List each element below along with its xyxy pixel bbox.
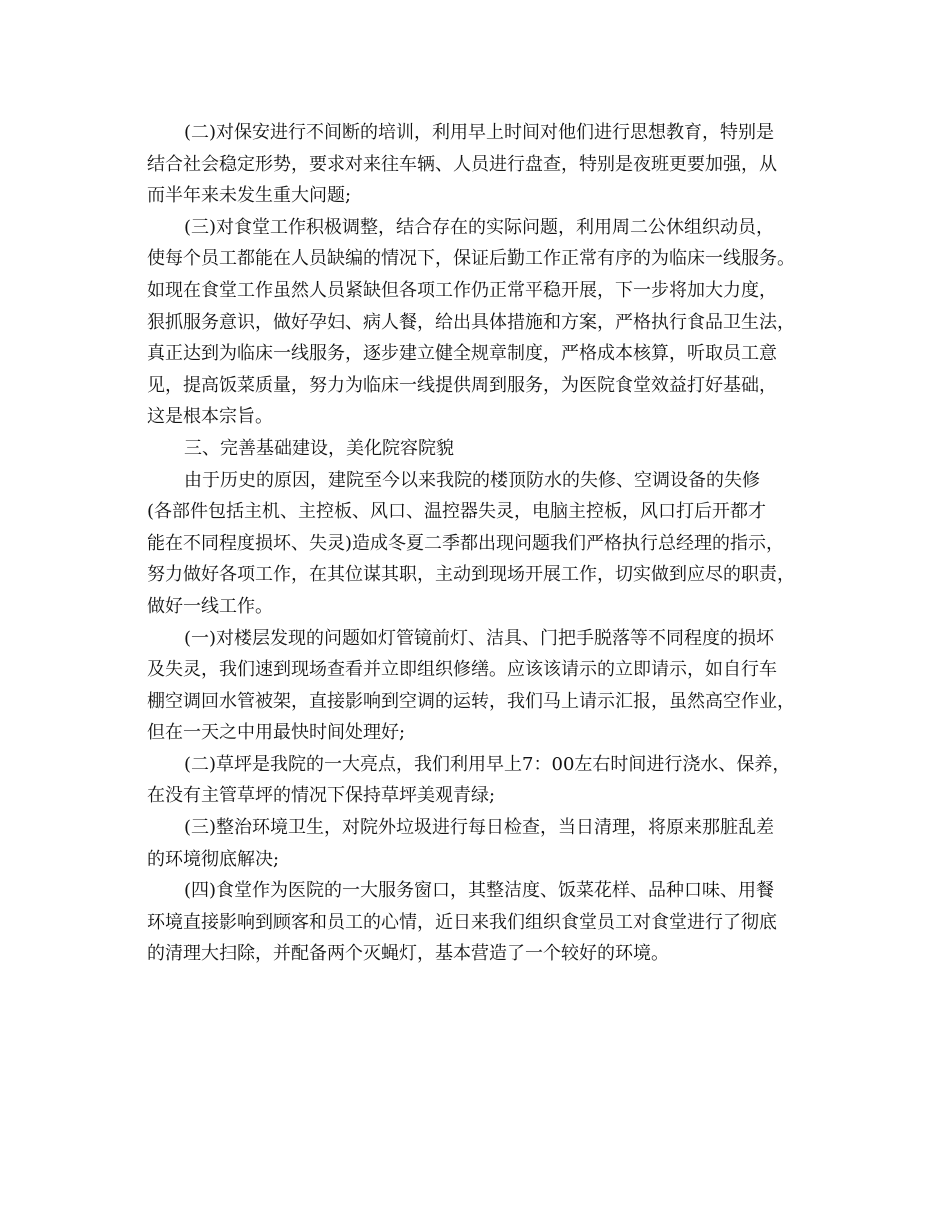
paragraph-line: (二)对保安进行不间断的培训，利用早上时间对他们进行思想教育，特别是 xyxy=(184,122,775,143)
paragraph-line: 见，提高饭菜质量，努力为临床一线提供周到服务，为医院食堂效益打好基础， xyxy=(147,374,777,396)
paragraph-line: 狠抓服务意识，做好孕妇、病人餐，给出具体措施和方案，严格执行食品卫生法， xyxy=(147,311,795,333)
paragraph-line: 棚空调回水管被架，直接影响到空调的运转，我们马上请示汇报，虽然高空作业， xyxy=(147,690,795,712)
paragraph-line: (二)草坪是我院的一大亮点，我们利用早上7：00左右时间进行浇水、保养， xyxy=(184,753,791,775)
paragraph-line: 但在一天之中用最快时间处理好; xyxy=(147,722,406,744)
paragraph-line: 如现在食堂工作虽然人员紧缺但各项工作仍正常平稳开展，下一步将加大力度， xyxy=(147,279,777,301)
paragraph-line: 真正达到为临床一线服务，逐步建立健全规章制度，严格成本核算，听取员工意 xyxy=(147,343,777,365)
paragraph-line: 能在不同程度损坏、失灵)造成冬夏二季都出现问题我们严格执行总经理的指示， xyxy=(147,532,785,554)
paragraph-line: (三)对食堂工作积极调整，结合存在的实际问题，利用周二公休组织动员， xyxy=(184,216,775,238)
paragraph-line: 做好一线工作。 xyxy=(147,595,273,617)
paragraph-line: 在没有主管草坪的情况下保持草坪美观青绿; xyxy=(147,785,496,807)
document-body xyxy=(147,117,812,970)
paragraph-line: 由于历史的原因，建院至今以来我院的楼顶防水的失修、空调设备的失修 xyxy=(184,469,760,491)
paragraph-line: 的清理大扫除，并配备两个灭蝇灯，基本营造了一个较好的环境。 xyxy=(147,943,669,965)
paragraph-line: 及失灵，我们速到现场查看并立即组织修缮。应该该请示的立即请示，如自行车 xyxy=(147,659,777,681)
paragraph-line: (四)食堂作为医院的一大服务窗口，其整洁度、饭菜花样、品种口味、用餐 xyxy=(184,880,775,902)
section-heading: 三、完善基础建设，美化院容院貌 xyxy=(184,437,454,459)
paragraph-line: 环境直接影响到顾客和员工的心情，近日来我们组织食堂员工对食堂进行了彻底 xyxy=(147,911,777,933)
paragraph-line: 而半年来未发生重大问题; xyxy=(147,185,352,207)
paragraph-line: (三)整治环境卫生，对院外垃圾进行每日检查，当日清理，将原来那脏乱差 xyxy=(184,817,775,839)
paragraph-line: 使每个员工都能在人员缺编的情况下，保证后勤工作正常有序的为临床一线服务。 xyxy=(147,248,795,270)
paragraph-line: 努力做好各项工作，在其位谋其职，主动到现场开展工作，切实做到应尽的职责， xyxy=(147,564,795,586)
paragraph-line: 这是根本宗旨。 xyxy=(147,406,273,428)
paragraph-line: (一)对楼层发现的问题如灯管镜前灯、洁具、门把手脱落等不同程度的损坏 xyxy=(184,627,775,649)
paragraph-line: 结合社会稳定形势，要求对来往车辆、人员进行盘查，特别是夜班更要加强，从 xyxy=(147,153,777,175)
paragraph-line: 的环境彻底解决; xyxy=(147,848,280,870)
paragraph-line: (各部件包括主机、主控板、风口、温控器失灵，电脑主控板，风口打后开都才 xyxy=(147,501,767,523)
